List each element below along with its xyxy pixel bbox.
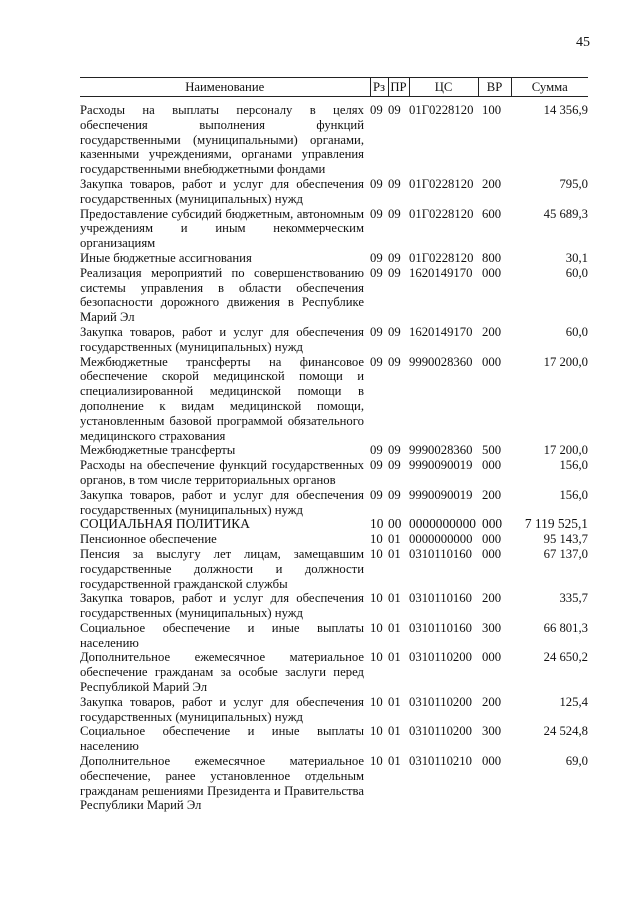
cell-name: Социальное обеспечение и иные выплаты населению xyxy=(80,724,364,754)
cell-cs: 0000000000 xyxy=(409,532,473,547)
cell-pr: 01 xyxy=(388,591,401,606)
cell-vr: 000 xyxy=(482,650,502,665)
cell-sum: 95 143,7 xyxy=(543,532,588,547)
cell-name: Дополнительное ежемесячное материальное обеспечение гражданам за особые заслуги перед Республикой Марий Эл xyxy=(80,650,364,695)
cell-name: Закупка товаров, работ и услуг для обеспечения государственных (муниципальных) нужд xyxy=(80,324,364,354)
cell-pr: 09 xyxy=(388,265,401,280)
header-pr: ПР xyxy=(388,78,409,97)
table-row xyxy=(80,488,588,518)
cell-rz: 10 xyxy=(370,650,383,665)
cell-name: Закупка товаров, работ и услуг для обеспечения государственных (муниципальных) нужд xyxy=(80,591,364,621)
cell-sum: 66 801,3 xyxy=(543,620,588,635)
cell-cs: 0000000000 xyxy=(409,516,476,532)
cell-pr: 01 xyxy=(388,650,401,665)
cell-cs: 9990090019 xyxy=(409,487,473,502)
table-body xyxy=(80,97,588,814)
cell-cs: 0310110200 xyxy=(409,724,472,739)
table-row xyxy=(80,547,588,591)
table-row xyxy=(80,532,588,547)
cell-sum: 24 650,2 xyxy=(543,650,588,665)
cell-cs: 0310110160 xyxy=(409,620,472,635)
cell-vr: 000 xyxy=(482,754,502,769)
cell-vr: 000 xyxy=(482,354,502,369)
cell-sum: 156,0 xyxy=(559,487,588,502)
cell-pr: 01 xyxy=(388,724,401,739)
cell-name: Пенсионное обеспечение xyxy=(80,532,217,547)
table-row xyxy=(80,97,588,177)
cell-rz: 09 xyxy=(370,176,383,191)
cell-vr: 200 xyxy=(482,591,502,606)
cell-pr: 09 xyxy=(388,443,401,458)
cell-vr: 500 xyxy=(482,443,502,458)
table-row xyxy=(80,650,588,694)
cell-sum: 30,1 xyxy=(565,250,588,265)
cell-name: СОЦИАЛЬНАЯ ПОЛИТИКА xyxy=(80,516,250,532)
cell-vr: 200 xyxy=(482,324,502,339)
cell-rz: 10 xyxy=(370,591,383,606)
cell-pr: 09 xyxy=(388,354,401,369)
cell-name: Закупка товаров, работ и услуг для обеспечения государственных (муниципальных) нужд xyxy=(80,694,364,724)
cell-name: Закупка товаров, работ и услуг для обеспечения государственных (муниципальных) нужд xyxy=(80,176,364,206)
cell-cs: 0310110160 xyxy=(409,546,472,561)
cell-sum: 24 524,8 xyxy=(543,724,588,739)
table-row xyxy=(80,443,588,458)
budget-table xyxy=(80,77,588,813)
cell-name: Иные бюджетные ассигнования xyxy=(80,250,252,265)
cell-rz: 09 xyxy=(370,250,383,265)
table-row xyxy=(80,695,588,725)
cell-rz: 10 xyxy=(370,620,383,635)
cell-sum: 7 119 525,1 xyxy=(524,516,588,532)
cell-vr: 300 xyxy=(482,620,502,635)
cell-rz: 09 xyxy=(370,443,383,458)
cell-cs: 9990028360 xyxy=(409,354,473,369)
cell-sum: 17 200,0 xyxy=(543,443,588,458)
cell-pr: 09 xyxy=(388,206,401,221)
cell-sum: 335,7 xyxy=(559,591,588,606)
cell-vr: 200 xyxy=(482,176,502,191)
cell-pr: 09 xyxy=(388,176,401,191)
table-row xyxy=(80,621,588,651)
cell-sum: 60,0 xyxy=(565,324,588,339)
cell-vr: 200 xyxy=(482,487,502,502)
cell-name: Закупка товаров, работ и услуг для обеспечения государственных (муниципальных) нужд xyxy=(80,487,364,517)
cell-vr: 600 xyxy=(482,206,502,221)
cell-name: Межбюджетные трансферты xyxy=(80,443,236,458)
table-row xyxy=(80,266,588,325)
cell-cs: 1620149170 xyxy=(409,265,473,280)
cell-sum: 125,4 xyxy=(559,694,588,709)
cell-sum: 69,0 xyxy=(565,754,588,769)
cell-pr: 01 xyxy=(388,754,401,769)
cell-name: Пенсия за выслугу лет лицам, замещавшим государственные должности и должности государственной гражданской службы xyxy=(80,546,364,591)
cell-sum: 67 137,0 xyxy=(543,546,588,561)
cell-rz: 10 xyxy=(370,694,383,709)
cell-cs: 0310110160 xyxy=(409,591,472,606)
cell-vr: 300 xyxy=(482,724,502,739)
table-row xyxy=(80,591,588,621)
cell-rz: 10 xyxy=(370,516,384,532)
cell-name: Социальное обеспечение и иные выплаты населению xyxy=(80,620,364,650)
cell-rz: 10 xyxy=(370,754,383,769)
cell-name: Межбюджетные трансферты на финансовое обеспечение скорой медицинской помощи и специализированной медицинской помощи в дополнение к видам медицинской помощи, установленным базовой программой обязательного медицинского страхования xyxy=(80,354,364,443)
cell-name: Реализация мероприятий по совершенствованию системы управления в области обеспечения безопасности дорожного движения в Республике Марий Эл xyxy=(80,265,364,325)
cell-cs: 1620149170 xyxy=(409,324,473,339)
cell-name: Дополнительное ежемесячное материальное обеспечение, ранее установленное отдельным гражданам решениями Президента и Правительства Республики Марий Эл xyxy=(80,754,364,813)
cell-name: Расходы на обеспечение функций государственных органов, в том числе территориальных органов xyxy=(80,458,364,487)
cell-rz: 10 xyxy=(370,546,383,561)
cell-rz: 09 xyxy=(370,324,383,339)
cell-vr: 100 xyxy=(482,103,502,117)
page-number: 45 xyxy=(576,35,590,50)
cell-cs: 0310110210 xyxy=(409,754,472,769)
cell-rz: 10 xyxy=(370,532,383,547)
cell-pr: 01 xyxy=(388,620,401,635)
cell-rz: 09 xyxy=(370,354,383,369)
header-vr: ВР xyxy=(478,78,511,97)
cell-pr: 01 xyxy=(388,532,401,547)
cell-cs: 01Г0228120 xyxy=(409,103,474,117)
cell-cs: 01Г0228120 xyxy=(409,206,474,221)
cell-sum: 795,0 xyxy=(559,176,588,191)
table-row xyxy=(80,251,588,266)
cell-rz: 09 xyxy=(370,458,383,473)
cell-sum: 17 200,0 xyxy=(543,354,588,369)
cell-rz: 09 xyxy=(370,265,383,280)
cell-vr: 000 xyxy=(482,265,502,280)
table-row xyxy=(80,207,588,251)
cell-rz: 09 xyxy=(370,487,383,502)
cell-pr: 09 xyxy=(388,250,401,265)
header-rz: Рз xyxy=(370,78,388,97)
cell-vr: 000 xyxy=(482,546,502,561)
header-name: Наименование xyxy=(80,78,370,97)
cell-rz: 09 xyxy=(370,206,383,221)
cell-name: Предоставление субсидий бюджетным, автономным учреждениям и иным некоммерческим организациям xyxy=(80,206,364,251)
header-sum: Сумма xyxy=(511,78,588,97)
cell-cs: 01Г0228120 xyxy=(409,176,474,191)
table-row xyxy=(80,325,588,355)
cell-pr: 00 xyxy=(388,516,402,532)
cell-pr: 09 xyxy=(388,487,401,502)
cell-sum: 14 356,9 xyxy=(543,103,588,117)
table-row xyxy=(80,355,588,444)
cell-sum: 156,0 xyxy=(559,458,588,473)
cell-rz: 09 xyxy=(370,103,383,117)
cell-pr: 09 xyxy=(388,458,401,473)
cell-name: Расходы на выплаты персоналу в целях обеспечения выполнения функций государственными (муниципальными) органами, казенными учреждениями, органами управления государственными внебюджетными фондами xyxy=(80,103,364,177)
table-row xyxy=(80,458,588,488)
table-row xyxy=(80,724,588,754)
cell-rz: 10 xyxy=(370,724,383,739)
cell-pr: 09 xyxy=(388,324,401,339)
cell-vr: 200 xyxy=(482,694,502,709)
cell-cs: 9990028360 xyxy=(409,443,473,458)
cell-cs: 0310110200 xyxy=(409,650,472,665)
cell-vr: 800 xyxy=(482,250,502,265)
cell-pr: 01 xyxy=(388,694,401,709)
table-header-row xyxy=(80,78,588,97)
table-row-section xyxy=(80,517,588,532)
cell-vr: 000 xyxy=(482,458,502,473)
table-row xyxy=(80,754,588,813)
header-cs: ЦС xyxy=(409,78,478,97)
cell-pr: 01 xyxy=(388,546,401,561)
cell-cs: 9990090019 xyxy=(409,458,473,473)
cell-vr: 000 xyxy=(482,532,502,547)
cell-cs: 01Г0228120 xyxy=(409,250,474,265)
cell-cs: 0310110200 xyxy=(409,694,472,709)
table-row xyxy=(80,177,588,207)
cell-vr: 000 xyxy=(482,516,503,532)
cell-pr: 09 xyxy=(388,103,401,117)
cell-sum: 60,0 xyxy=(565,265,588,280)
cell-sum: 45 689,3 xyxy=(543,206,588,221)
